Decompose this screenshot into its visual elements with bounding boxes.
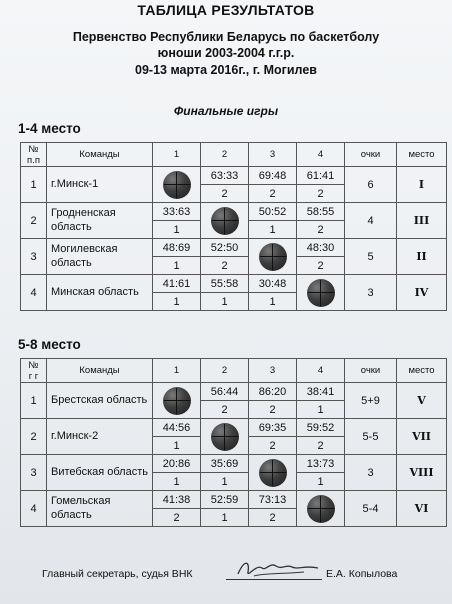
- table-row: [21, 167, 447, 185]
- final-place: VIII: [397, 455, 447, 491]
- header-col-3: 3: [249, 359, 297, 383]
- basketball-icon: [163, 171, 191, 199]
- header-col-3: 3: [249, 143, 297, 167]
- table-row: [21, 203, 447, 221]
- total-points: [345, 419, 397, 455]
- game-score: 48:69: [153, 239, 201, 257]
- header-col-4: 4: [297, 359, 345, 383]
- row-number: 2: [21, 419, 47, 455]
- basketball-icon: [211, 423, 239, 451]
- game-score: 50:52: [249, 203, 297, 221]
- game-score: 59:52: [297, 419, 345, 437]
- team-name: Витебская область: [47, 455, 153, 491]
- header-number-sign: №: [28, 359, 39, 371]
- game-points: 1: [153, 293, 201, 311]
- game-score: 13:73: [297, 455, 345, 473]
- championship-line: Первенство Республики Беларусь по баскетболу: [72, 30, 380, 44]
- basketball-icon: [211, 207, 239, 235]
- row-number: 3: [21, 455, 47, 491]
- header-col-2: 2: [201, 359, 249, 383]
- row-number: 4: [21, 275, 47, 311]
- points-value: 3: [367, 466, 374, 479]
- row-number: 3: [21, 239, 47, 275]
- diagonal-cell: [249, 239, 297, 275]
- header-points: очки: [345, 143, 397, 167]
- game-points: 2: [249, 509, 297, 527]
- game-points: 2: [249, 437, 297, 455]
- signature-line: [226, 579, 322, 580]
- final-place: III: [397, 203, 447, 239]
- category-line: юноши 2003-2004 г.г.р.: [157, 46, 295, 60]
- game-score: 41:38: [153, 491, 201, 509]
- team-name: Минская область: [47, 275, 153, 311]
- team-name: Гомельская область: [47, 491, 153, 527]
- secretary-role: Главный секретарь, судья ВНК: [42, 568, 193, 580]
- points-value: 5: [362, 502, 369, 515]
- final-place: V: [397, 383, 447, 419]
- row-number: 1: [21, 167, 47, 203]
- total-points: [345, 203, 397, 239]
- header-number: [21, 359, 47, 383]
- diagonal-cell: [153, 167, 201, 203]
- total-points: [345, 491, 397, 527]
- header-number-sign: №: [28, 143, 39, 155]
- points-value: 5: [361, 394, 368, 407]
- table-row: [21, 383, 447, 401]
- points-value: 4: [367, 214, 374, 227]
- points-bonus: -5: [368, 430, 379, 443]
- secretary-name: Е.А. Копылова: [326, 568, 398, 580]
- header-place: место: [397, 143, 447, 167]
- game-score: 52:59: [201, 491, 249, 509]
- game-points: 1: [153, 221, 201, 239]
- table-row: [21, 419, 447, 437]
- game-score: 86:20: [249, 383, 297, 401]
- game-score: 20:86: [153, 455, 201, 473]
- signature-icon: [234, 556, 322, 580]
- group1-title: 1-4 место: [18, 121, 81, 136]
- team-name: Брестская область: [47, 383, 153, 419]
- diagonal-cell: [249, 455, 297, 491]
- row-number: 2: [21, 203, 47, 239]
- game-points: 2: [201, 401, 249, 419]
- game-score: 69:48: [249, 167, 297, 185]
- game-score: 30:48: [249, 275, 297, 293]
- game-score: 69:35: [249, 419, 297, 437]
- game-score: 73:13: [249, 491, 297, 509]
- game-points: 2: [153, 509, 201, 527]
- team-name: г.Минск-2: [47, 419, 153, 455]
- group1-table: [20, 142, 447, 311]
- header-col-1: 1: [153, 143, 201, 167]
- basketball-icon: [307, 279, 335, 307]
- game-score: 38:41: [297, 383, 345, 401]
- team-name: г.Минск-1: [47, 167, 153, 203]
- diagonal-cell: [201, 203, 249, 239]
- basketball-icon: [307, 495, 335, 523]
- final-place: II: [397, 239, 447, 275]
- diagonal-cell: [153, 383, 201, 419]
- game-points: 2: [201, 185, 249, 203]
- basketball-icon: [259, 459, 287, 487]
- row-number: 4: [21, 491, 47, 527]
- header-row: [21, 359, 447, 383]
- team-name: Могилевская область: [47, 239, 153, 275]
- stage-subtitle: Финальные игры: [173, 104, 279, 118]
- header-teams: Команды: [47, 143, 153, 167]
- game-points: 2: [249, 401, 297, 419]
- basketball-icon: [259, 243, 287, 271]
- points-value: 6: [367, 178, 374, 191]
- points-value: 5: [362, 430, 369, 443]
- game-points: 2: [297, 437, 345, 455]
- game-points: 1: [153, 437, 201, 455]
- game-points: 2: [297, 257, 345, 275]
- game-score: 33:63: [153, 203, 201, 221]
- total-points: [345, 275, 397, 311]
- header-number: [21, 143, 47, 167]
- game-points: 2: [249, 185, 297, 203]
- diagonal-cell: [297, 491, 345, 527]
- game-score: 48:30: [297, 239, 345, 257]
- header-number-sub: п.п: [27, 154, 40, 166]
- final-place: I: [397, 167, 447, 203]
- group2-title: 5-8 место: [18, 337, 81, 352]
- game-points: 1: [153, 257, 201, 275]
- header-points: очки: [345, 359, 397, 383]
- game-points: 1: [249, 293, 297, 311]
- game-points: 2: [297, 185, 345, 203]
- game-score: 56:44: [201, 383, 249, 401]
- total-points: [345, 383, 397, 419]
- game-points: 1: [201, 293, 249, 311]
- final-place: VII: [397, 419, 447, 455]
- total-points: [345, 239, 397, 275]
- header-row: [21, 143, 447, 167]
- header-col-1: 1: [153, 359, 201, 383]
- table-row: [21, 239, 447, 257]
- game-points: 1: [153, 473, 201, 491]
- game-points: 1: [297, 401, 345, 419]
- game-points: 2: [201, 257, 249, 275]
- header-place: место: [397, 359, 447, 383]
- points-bonus: +9: [367, 394, 380, 407]
- diagonal-cell: [297, 275, 345, 311]
- final-place: VI: [397, 491, 447, 527]
- game-score: 58:55: [297, 203, 345, 221]
- header-col-4: 4: [297, 143, 345, 167]
- points-value: 3: [367, 286, 374, 299]
- game-score: 41:61: [153, 275, 201, 293]
- points-bonus: -4: [368, 502, 379, 515]
- game-points: 1: [201, 473, 249, 491]
- game-points: 1: [297, 473, 345, 491]
- game-points: 1: [201, 509, 249, 527]
- basketball-icon: [163, 387, 191, 415]
- points-value: 5: [367, 250, 374, 263]
- game-score: 63:33: [201, 167, 249, 185]
- game-score: 44:56: [153, 419, 201, 437]
- final-place: IV: [397, 275, 447, 311]
- header-teams: Команды: [47, 359, 153, 383]
- game-score: 35:69: [201, 455, 249, 473]
- table-row: [21, 491, 447, 509]
- diagonal-cell: [201, 419, 249, 455]
- header-number-sub: г г: [28, 370, 39, 382]
- table-row: [21, 275, 447, 293]
- group2-table: [20, 358, 447, 527]
- row-number: 1: [21, 383, 47, 419]
- total-points: [345, 455, 397, 491]
- game-points: 1: [249, 221, 297, 239]
- game-score: 52:50: [201, 239, 249, 257]
- date-location-line: 09-13 марта 2016г., г. Могилев: [135, 63, 317, 77]
- game-score: 55:58: [201, 275, 249, 293]
- team-name: Гродненская область: [47, 203, 153, 239]
- header-col-2: 2: [201, 143, 249, 167]
- game-points: 2: [297, 221, 345, 239]
- game-score: 61:41: [297, 167, 345, 185]
- document-title: ТАБЛИЦА РЕЗУЛЬТАТОВ: [137, 2, 315, 18]
- total-points: [345, 167, 397, 203]
- table-row: [21, 455, 447, 473]
